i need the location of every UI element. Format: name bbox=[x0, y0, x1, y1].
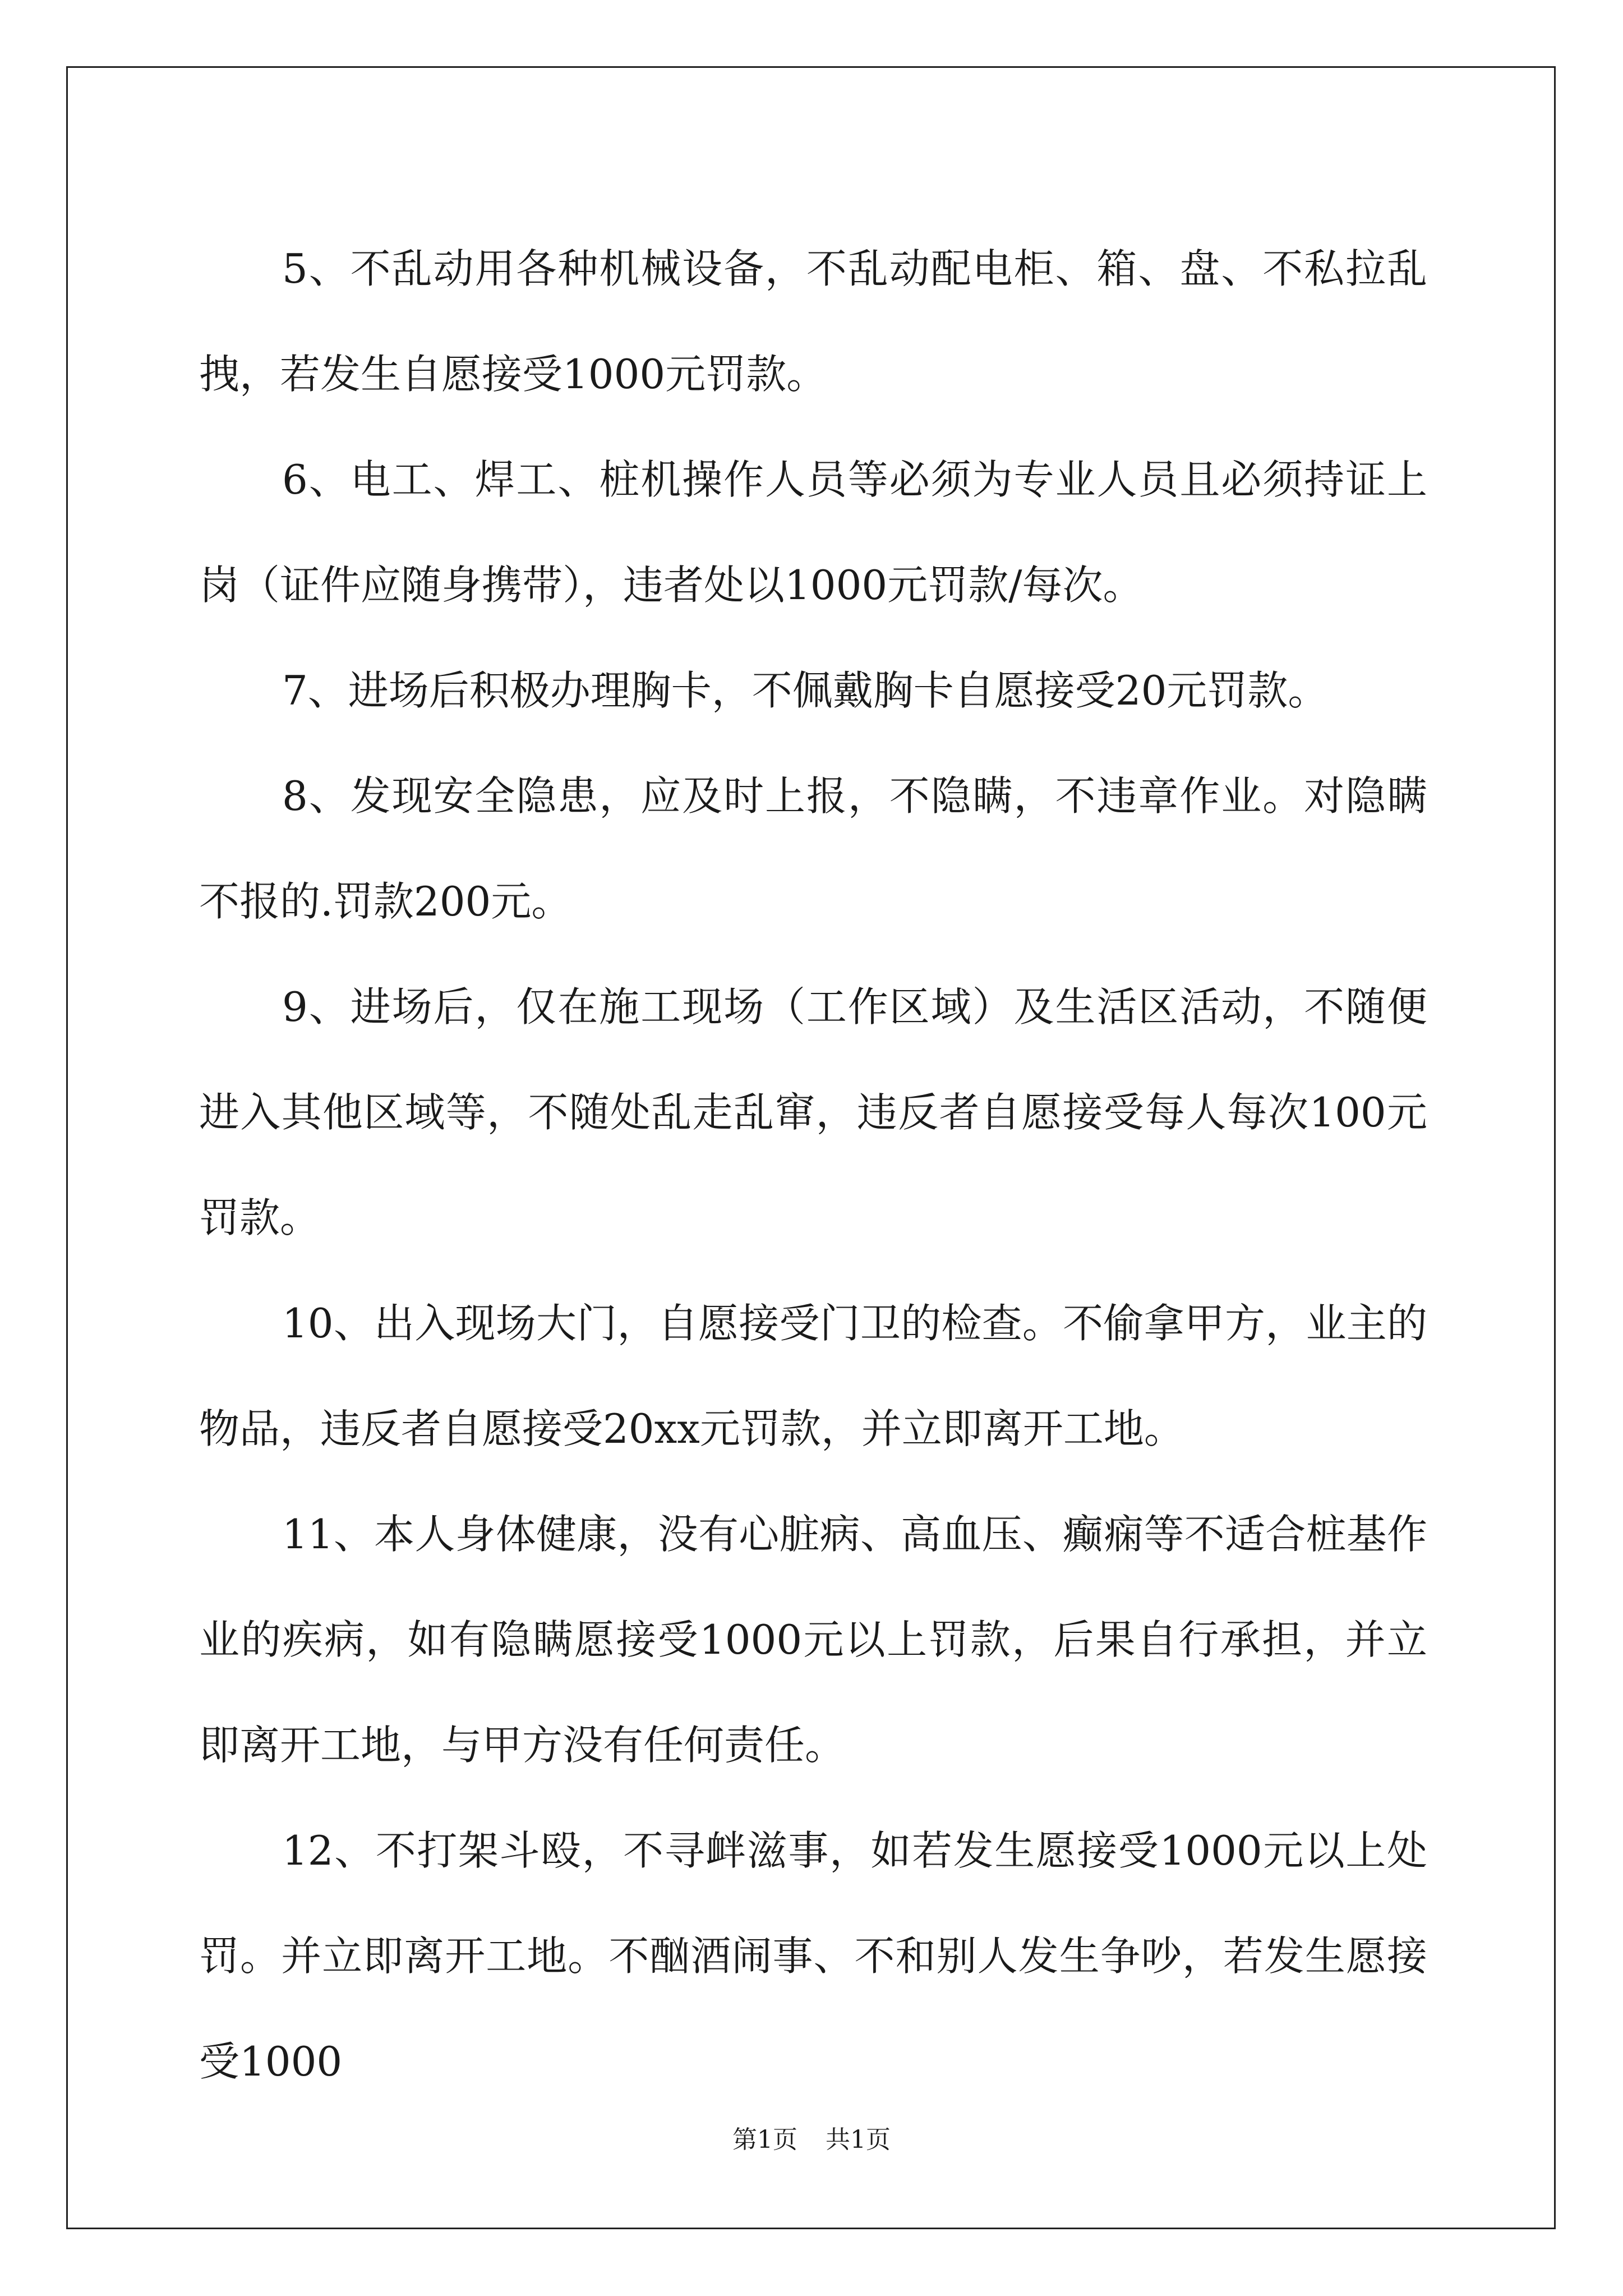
paragraph-item-5: 5、不乱动用各种机械设备，不乱动配电柜、箱、盘、不私拉乱拽，若发生自愿接受1000元罚款。 bbox=[199, 245, 1427, 398]
page-number: 第1页 bbox=[732, 2125, 797, 2154]
paragraph-item-9: 9、进场后，仅在施工现场（工作区域）及生活区活动，不随便进入其他区域等，不随处乱走乱窜，违反者自愿接受每人每次100元罚款。 bbox=[199, 983, 1427, 1241]
paragraph-item-11: 11、本人身体健康，没有心脏病、高血压、癫痫等不适合桩基作业的疾病，如有隐瞒愿接受1000元以上罚款，后果自行承担，并立即离开工地，与甲方没有任何责任。 bbox=[199, 1511, 1427, 1769]
paragraph-item-7: 7、进场后积极办理胸卡，不佩戴胸卡自愿接受20元罚款。 bbox=[282, 667, 1329, 714]
page-footer bbox=[0, 2123, 1623, 2157]
paragraph-item-6: 6、电工、焊工、桩机操作人员等必须为专业人员且必须持证上岗（证件应随身携带），违者处以1000元罚款/每次。 bbox=[199, 456, 1427, 609]
paragraph-item-12: 12、不打架斗殴，不寻衅滋事，如若发生愿接受1000元以上处罚。并立即离开工地。不酗酒闹事、不和别人发生争吵，若发生愿接受1000 bbox=[199, 1827, 1427, 2085]
paragraph-item-8: 8、发现安全隐患，应及时上报，不隐瞒，不违章作业。对隐瞒不报的.罚款200元。 bbox=[199, 772, 1427, 925]
page-total: 共1页 bbox=[826, 2125, 891, 2154]
document-body bbox=[199, 216, 1427, 2114]
paragraph-item-10: 10、出入现场大门，自愿接受门卫的检查。不偷拿甲方，业主的物品，违反者自愿接受20xx元罚款，并立即离开工地。 bbox=[199, 1300, 1427, 1452]
